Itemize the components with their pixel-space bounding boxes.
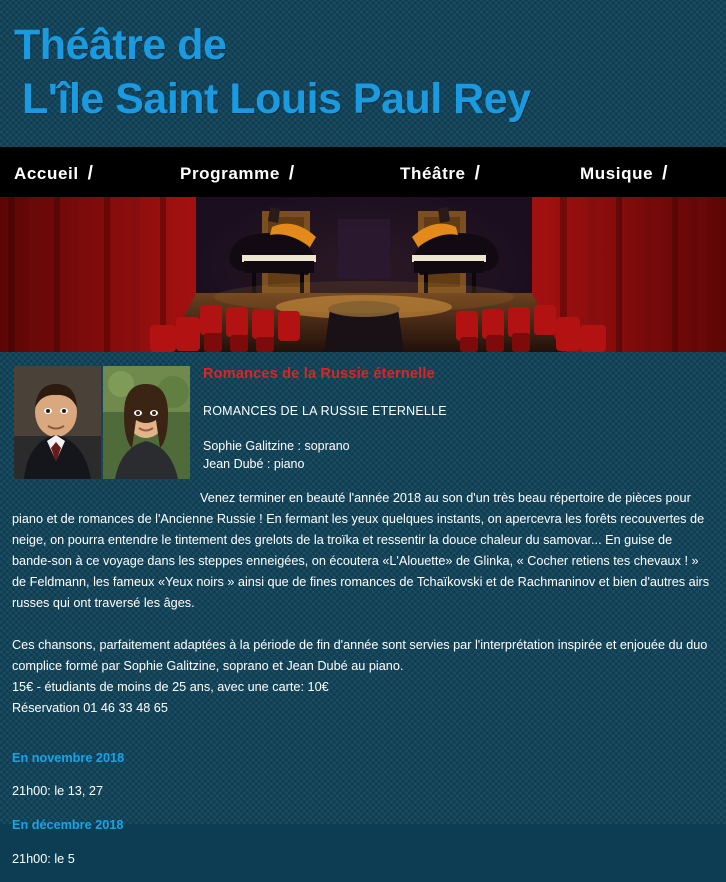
nav-separator-icon: / [662, 163, 669, 184]
site-title-line-1: Théâtre de [14, 21, 227, 69]
nav-item-label: Musique [580, 164, 654, 183]
hero-stage-photo [0, 197, 726, 352]
performer-soprano: Sophie Galitzine : soprano [203, 439, 350, 453]
nav-item-programme[interactable] [180, 163, 295, 185]
avatar-sophie-galitzine [103, 366, 190, 479]
article-paragraph-1 [12, 488, 712, 614]
main-navigation [0, 147, 726, 197]
schedule-times-november: 21h00: le 13, 27 [12, 784, 104, 799]
paragraph-1-text: Venez terminer en beauté l'année 2018 au son d'un très beau répertoire de pièces pour piano et de romances de l'Ancienne Russie ! En fermant les yeux quelques instants, on apercevra les forêts recouvertes de neige, on pourra entendre le tintement des grelots de la troïka et ressentir la douce chaleur du samovar... En guise de bande-son à ce voyage dans les steppes enneigées, on écoutera «L'Alouette» de Glinka, « Cocher retiens tes chevaux ! » de Feldmann, les fameux «Yeux noirs » ainsi que de fines romances de Tchaïkovski et de Rachmaninov et bien d'autres airs russes qui ont traversé les âges. [12, 491, 710, 610]
performer-photos [14, 366, 190, 479]
page-title [14, 18, 714, 126]
article-paragraph-2: Ces chansons, parfaitement adaptées à la période de fin d'année sont servies par l'interprétation inspirée et enjouée du duo complice formé par Sophie Galitzine, soprano et Jean Dubé au piano. [12, 638, 708, 673]
nav-item-musique[interactable] [580, 163, 668, 185]
hero-illustration [0, 197, 726, 352]
article-price: 15€ - étudiants de moins de 25 ans, avec une carte: 10€ [12, 680, 329, 694]
site-header [0, 0, 726, 147]
nav-item-label: Théâtre [400, 164, 466, 183]
nav-separator-icon: / [288, 163, 295, 184]
avatar-jean-dube [14, 366, 101, 479]
nav-item-label: Programme [180, 164, 280, 183]
article-content [0, 352, 726, 866]
performer-piano: Jean Dubé : piano [203, 457, 305, 471]
nav-item-theatre[interactable] [400, 163, 481, 185]
schedule-list [12, 735, 712, 882]
article-headline: Romances de la Russie éternelle [203, 366, 435, 382]
article-body [12, 488, 712, 719]
schedule-times-december: 21h00: le 5 [12, 851, 75, 866]
nav-item-accueil[interactable] [14, 163, 94, 185]
site-title-line-2: L'île Saint Louis Paul Rey [22, 75, 531, 123]
article-reservation: Réservation 01 46 33 48 65 [12, 701, 168, 715]
portrait-man-illustration [14, 366, 101, 479]
article-subtitle: ROMANCES DE LA RUSSIE ETERNELLE [203, 404, 447, 418]
portrait-woman-illustration [103, 366, 190, 479]
paragraph-spacer [12, 614, 712, 635]
schedule-month-december: En décembre 2018 [12, 818, 124, 833]
nav-item-label: Accueil [14, 164, 79, 183]
schedule-month-november: En novembre 2018 [12, 750, 125, 765]
nav-separator-icon: / [474, 163, 481, 184]
nav-separator-icon: / [87, 163, 94, 184]
